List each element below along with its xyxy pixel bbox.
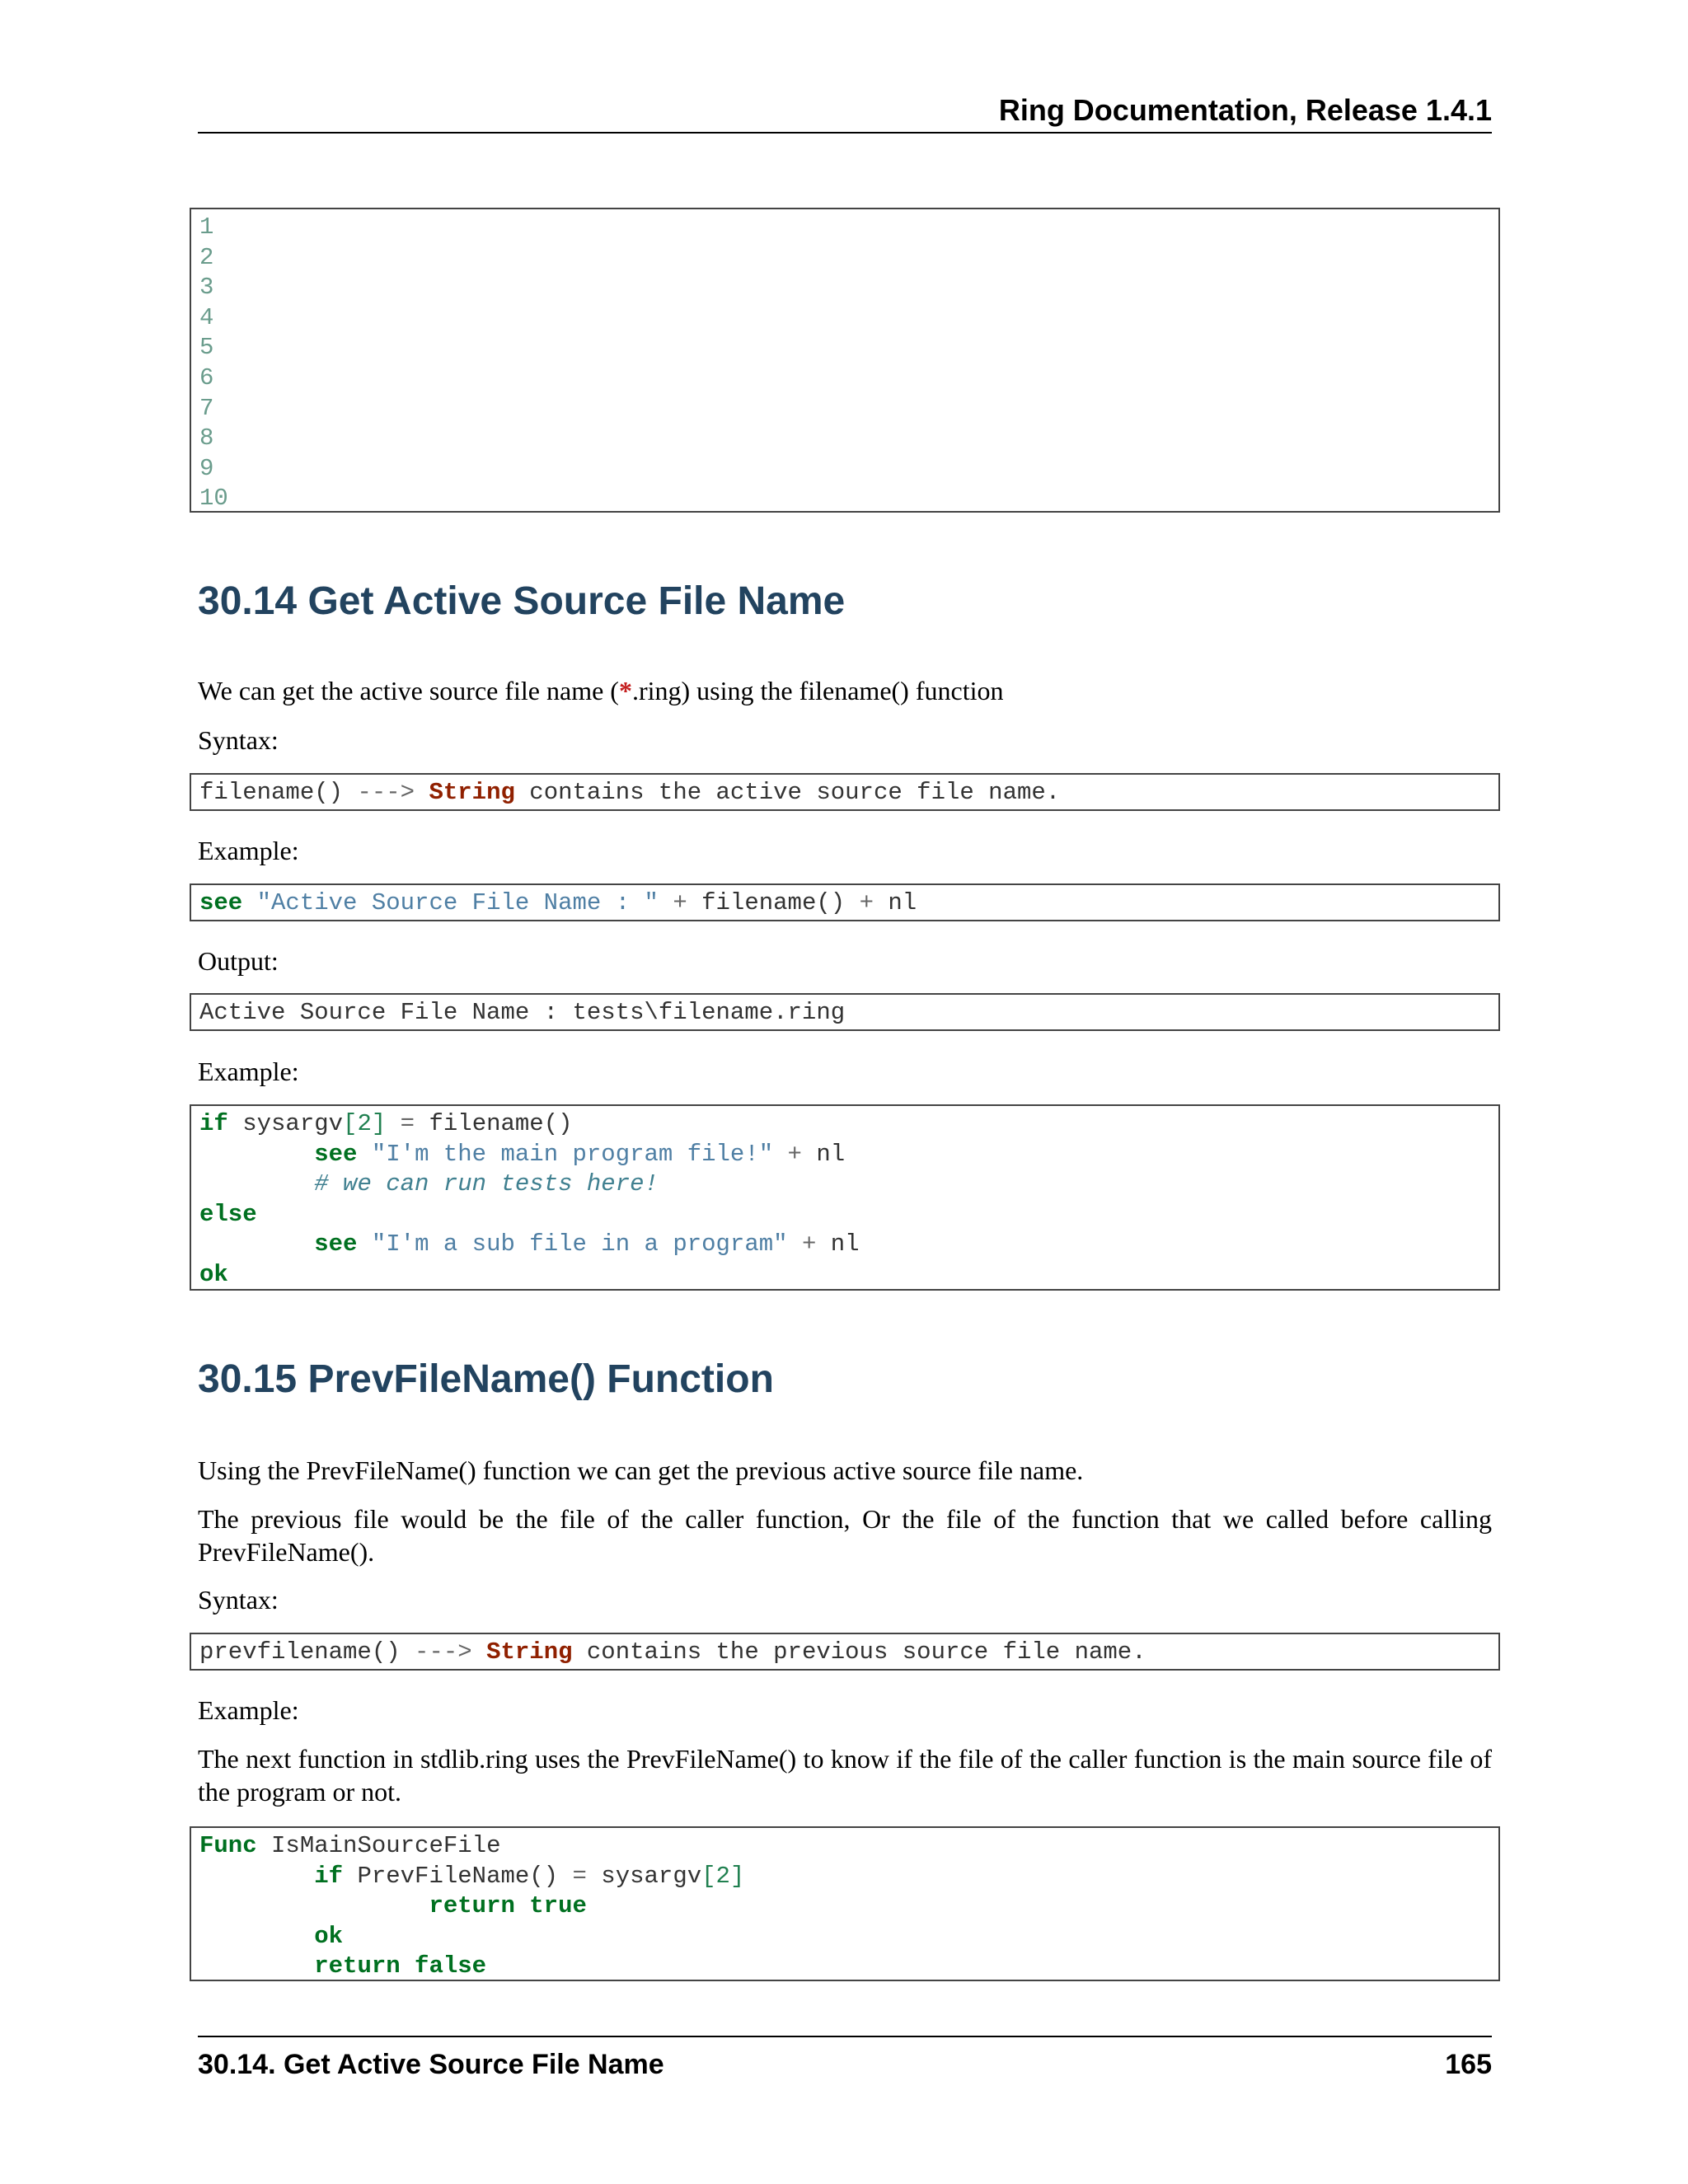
line-number: 5 (199, 334, 214, 362)
example-label-3: Example: (198, 1695, 299, 1725)
paragraph-3: The next function in stdlib.ring uses the PrevFileName() to know if the file of the caller function is the main source file of the program or not. (198, 1744, 1492, 1807)
example-label: Example: (198, 836, 299, 865)
line-number: 9 (199, 454, 214, 482)
intro-paragraph: We can get the active source file name (*.ring) using the filename() function (198, 676, 1004, 705)
example-label-2: Example: (198, 1057, 299, 1086)
example-code-block-2: if sysargv[2] = filename() see "I'm the main program file!" + nl # we can run tests here! else see "I'm a sub file in a program" + nl ok (190, 1104, 1500, 1291)
footer-section-title: 30.14. Get Active Source File Name (198, 2049, 664, 2080)
syntax-code-block-2: prevfilename() ---> String contains the previous source file name. (190, 1633, 1500, 1671)
func-code-block: Func IsMainSourceFile if PrevFileName() = sysargv[2] return true ok return false (190, 1826, 1500, 1981)
line-number: 7 (199, 394, 214, 422)
wildcard-star: * (618, 676, 632, 705)
syntax-label: Syntax: (198, 725, 279, 755)
page-number: 165 (1445, 2049, 1492, 2080)
line-number: 6 (199, 363, 214, 391)
page-header (198, 89, 1492, 134)
output-code-block: Active Source File Name : tests\filename.ring (190, 993, 1500, 1031)
line-number: 2 (199, 243, 214, 271)
line-number: 3 (199, 274, 214, 302)
syntax-code-block: filename() ---> String contains the active source file name. (190, 773, 1500, 811)
line-number: 4 (199, 303, 214, 331)
paragraph-1: Using the PrevFileName() function we can get the previous active source file name. (198, 1455, 1084, 1485)
line-number: 8 (199, 424, 214, 452)
line-number: 10 (199, 485, 228, 513)
header-title: Ring Documentation, Release 1.4.1 (998, 93, 1492, 127)
syntax-label-2: Syntax: (198, 1585, 279, 1615)
section-heading-30-14: 30.14 Get Active Source File Name (198, 579, 846, 623)
section-heading-30-15: 30.15 PrevFileName() Function (198, 1357, 774, 1401)
paragraph-2: The previous file would be the file of the caller function, Or the file of the function that we called before calling PrevFileName(). (198, 1504, 1492, 1567)
line-numbered-code-block (190, 208, 1500, 513)
example-code-block: see "Active Source File Name : " + filename() + nl (190, 883, 1500, 921)
output-label: Output: (198, 946, 279, 976)
page-footer (198, 2036, 1492, 2081)
line-number: 1 (199, 213, 214, 241)
